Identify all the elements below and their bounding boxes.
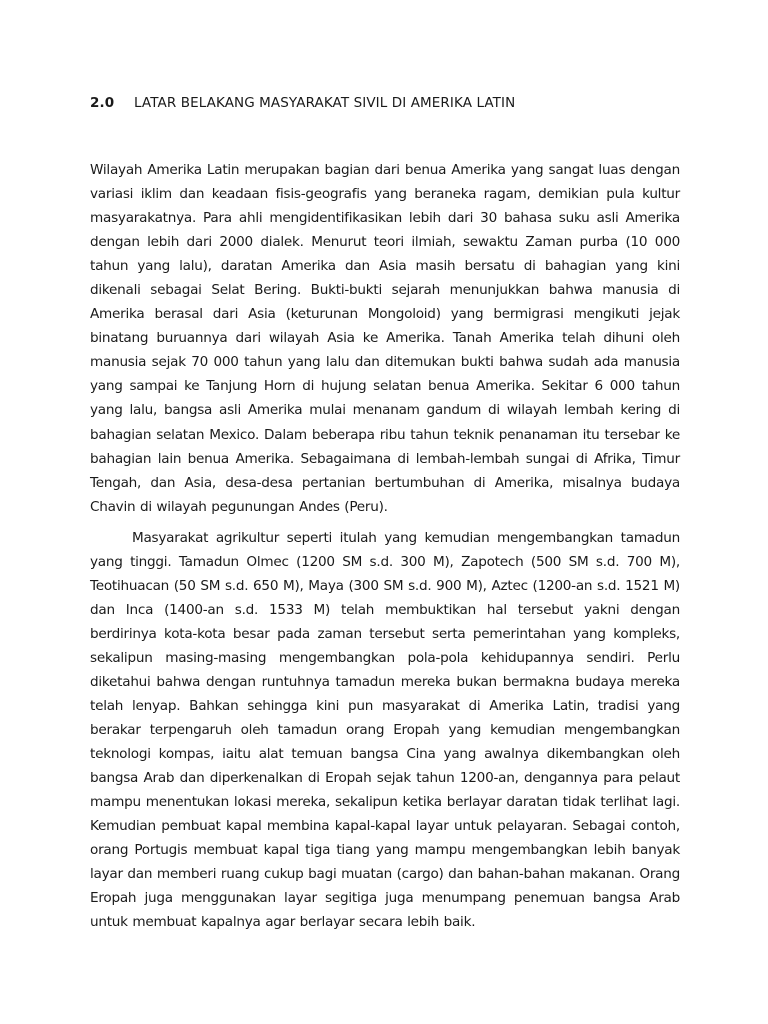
body-text — [90, 158, 680, 935]
paragraph-1: Wilayah Amerika Latin merupakan bagian dari benua Amerika yang sangat luas dengan variasi iklim dan keadaan fisis-geografis yang beraneka ragam, demikian pula kultur masyarakatnya. Para ahli mengidentifikasikan lebih dari 30 bahasa suku asli Amerika dengan lebih dari 2000 dialek. Menurut teori ilmiah, sewaktu Zaman purba (10 000 tahun yang lalu), daratan Amerika dan Asia masih bersatu di bahagian yang kini dikenali sebagai Selat Bering. Bukti-bukti sejarah menunjukkan bahwa manusia di Amerika berasal dari Asia (keturunan Mongoloid) yang bermigrasi mengikuti jejak binatang buruannya dari wilayah Asia ke Amerika. Tanah Amerika telah dihuni oleh manusia sejak 70 000 tahun yang lalu dan ditemukan bukti bahwa sudah ada manusia yang sampai ke Tanjung Horn di hujung selatan benua Amerika. Sekitar 6 000 tahun yang lalu, bangsa asli Amerika mulai menanam gandum di wilayah lembah kering di bahagian selatan Mexico. Dalam beberapa ribu tahun teknik penanaman itu tersebar ke bahagian lain benua Amerika. Sebagaimana di lembah-lembah sungai di Afrika, Timur Tengah, dan Asia, desa-desa pertanian bertumbuhan di Amerika, misalnya budaya Chavin di wilayah pegunungan Andes (Peru). — [90, 162, 680, 515]
section-title: LATAR BELAKANG MASYARAKAT SIVIL DI AMERIKA LATIN — [134, 95, 516, 111]
paragraph-2: Masyarakat agrikultur seperti itulah yang kemudian mengembangkan tamadun yang tinggi. Tamadun Olmec (1200 SM s.d. 300 M), Zapotech (500 SM s.d. 700 M), Teotihuacan (50 SM s.d. 650 M), Maya (300 SM s.d. 900 M), Aztec (1200-an s.d. 1521 M) dan Inca (1400-an s.d. 1533 M) telah membuktikan hal tersebut yakni dengan berdirinya kota-kota besar pada zaman tersebut serta pemerintahan yang kompleks, sekalipun masing-masing mengembangkan pola-pola kehidupannya sendiri. Perlu diketahui bahwa dengan runtuhnya tamadun mereka bukan bermakna budaya mereka telah lenyap. Bahkan sehingga kini pun masyarakat di Amerika Latin, tradisi yang berakar terpengaruh oleh tamadun orang Eropah yang kemudian mengembangkan teknologi kompas, iaitu alat temuan bangsa Cina yang awalnya dikembangkan oleh bangsa Arab dan diperkenalkan di Eropah sejak tahun 1200-an, dengannya para pelaut mampu menentukan lokasi mereka, sekalipun ketika berlayar daratan tidak terlihat lagi. Kemudian pembuat kapal membina kapal-kapal layar untuk pelayaran. Sebagai contoh, orang Portugis membuat kapal tiga tiang yang mampu mengembangkan lebih banyak layar dan memberi ruang cukup bagi muatan (cargo) dan bahan-bahan makanan. Orang Eropah juga menggunakan layar segitiga juga menumpang penemuan bangsa Arab untuk membuat kapalnya agar berlayar secara lebih baik. — [90, 529, 680, 931]
section-heading — [90, 93, 690, 113]
section-number: 2.0 — [90, 95, 115, 111]
